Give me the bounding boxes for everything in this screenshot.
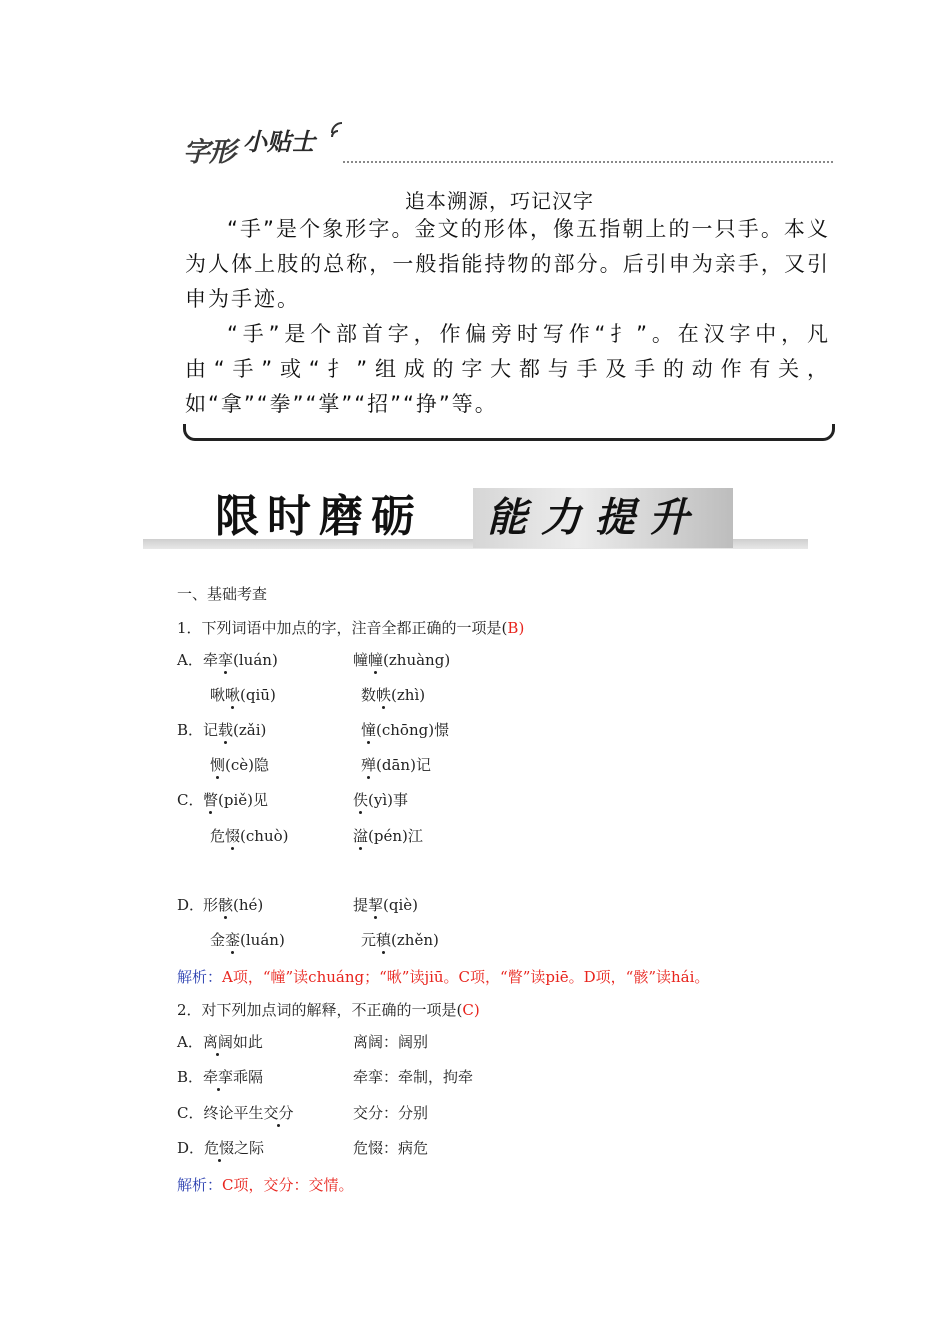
tip-heading-right: 小贴士: [243, 128, 315, 156]
q1-d-item-2: [353, 894, 418, 915]
dotted-char: 瞥: [203, 791, 219, 809]
tip-header: [183, 128, 833, 168]
q2-close-paren: ): [473, 1001, 480, 1019]
q1-close-paren: ): [518, 619, 525, 637]
word-part: 元: [361, 931, 377, 949]
q2-stem-text: 2．对下列加点词的解释，不正确的一项是(: [177, 1001, 463, 1019]
pinyin: (qiū): [240, 686, 276, 704]
word-part: 幢: [353, 651, 369, 669]
pinyin: (chuò): [240, 827, 289, 845]
q2-option-b: [177, 1066, 263, 1087]
q1-c-item-3: [210, 825, 289, 846]
pinyin: (qiè): [383, 896, 419, 914]
dotted-char: 惙: [225, 827, 241, 845]
section-title: 一、基础考查: [177, 585, 268, 603]
tip-heading-left: 字形: [183, 137, 235, 168]
option-label: B．: [177, 1068, 204, 1086]
q1-d-item-3: [210, 929, 285, 950]
q1-option-c-label: C．: [177, 791, 204, 809]
word-part: 憬: [434, 721, 450, 739]
q1-option-a-label: A．: [177, 651, 203, 669]
dotted-char: 殚: [361, 756, 377, 774]
tip-paragraph-1: “手”是个象形字。金文的形体，像五指朝上的一只手。本义为人体上肢的总称，一般指能持物的部分。后引申为亲手，又引申为手迹。: [185, 217, 830, 311]
dotted-char: 挈: [368, 896, 384, 914]
word-part: 见: [253, 791, 269, 809]
q1-c-item-4: [353, 825, 423, 846]
pinyin: (luán): [240, 931, 285, 949]
option-label: A．: [177, 1033, 203, 1051]
word-part: 隐: [254, 756, 270, 774]
tip-bottom-bracket: [183, 424, 835, 441]
pinyin: (pén): [368, 827, 408, 845]
q1-a-item-3: [210, 684, 276, 705]
option-label: C．: [177, 1104, 204, 1122]
analysis-text: C项，交分：交情。: [222, 1176, 354, 1194]
pinyin: (zhěn): [391, 931, 439, 949]
analysis-text: A项，“幢”读chuáng；“啾”读jiū。C项，“瞥”读piē。D项，“骸”读hái。: [222, 968, 710, 986]
pinyin: (zǎi): [233, 721, 267, 739]
pinyin: (chōng): [376, 721, 435, 739]
q1-b-item-4: [361, 754, 431, 775]
tip-dotted-line: [343, 161, 833, 163]
pinyin: (luán): [233, 651, 278, 669]
q1-stem: [177, 617, 524, 638]
dotted-word: 危惙: [204, 1139, 235, 1157]
dotted-char: 挛: [218, 651, 234, 669]
q2-stem: [177, 999, 480, 1020]
q2-option-d: [177, 1137, 264, 1158]
dotted-word: 交分: [263, 1104, 294, 1122]
word-part: 江: [407, 827, 423, 845]
dotted-char: 载: [218, 721, 234, 739]
word-part: 记: [203, 721, 219, 739]
word-part: 终论平生: [203, 1104, 264, 1122]
analysis-label: 解析：: [177, 1176, 223, 1194]
q1-analysis: [177, 966, 709, 987]
word-part: 事: [393, 791, 409, 809]
tip-body: [185, 212, 830, 422]
word-part: 啾: [210, 686, 226, 704]
q2-option-c-definition: 交分：分别: [353, 1104, 429, 1122]
dotted-char: 湓: [353, 827, 369, 845]
word-part: 提: [353, 896, 369, 914]
pinyin: (dān): [376, 756, 416, 774]
word-part: 金: [210, 931, 226, 949]
dotted-char: 稹: [376, 931, 392, 949]
dotted-char: 啾: [225, 686, 241, 704]
q1-option-b-label: B．: [177, 721, 204, 739]
q1-b-item-3: [210, 754, 269, 775]
q2-option-a: [177, 1031, 263, 1052]
q1-d-item-1: [203, 894, 263, 915]
tip-subtitle: 追本溯源，巧记汉字: [405, 189, 594, 213]
q2-option-a-definition: 离阔：阔别: [353, 1033, 429, 1051]
pinyin: (zhuàng): [383, 651, 451, 669]
pinyin: (yì): [368, 791, 393, 809]
q1-b-item-2: [361, 719, 449, 740]
word-part: 牵: [203, 651, 219, 669]
word-part: 形: [203, 896, 219, 914]
dotted-char: 憧: [361, 721, 377, 739]
q2-answer: C: [462, 1001, 474, 1019]
pinyin: (hé): [233, 896, 264, 914]
q1-a-item-2: [353, 649, 450, 670]
word-part: 危: [210, 827, 226, 845]
q1-a-item-1: [203, 649, 278, 670]
dotted-char: 佚: [353, 791, 369, 809]
q2-option-d-definition: 危惙：病危: [353, 1139, 429, 1157]
q2-option-c: [177, 1102, 294, 1123]
word-part: 之际: [234, 1139, 265, 1157]
dotted-word: 牵挛: [203, 1068, 234, 1086]
q1-d-item-4: [361, 929, 439, 950]
analysis-label: 解析：: [177, 968, 223, 986]
q1-option-d-label: D．: [177, 896, 205, 914]
dotted-char: 恻: [210, 756, 226, 774]
q1-a-item-4: [361, 684, 425, 705]
word-part: 记: [415, 756, 431, 774]
q1-c-item-2: [353, 789, 408, 810]
q2-analysis: [177, 1174, 354, 1195]
word-part: 如此: [232, 1033, 263, 1051]
q1-answer: B: [507, 619, 519, 637]
dotted-word: 离阔: [202, 1033, 233, 1051]
banner-title-left: 限时磨砺: [215, 491, 423, 542]
q1-b-item-1: [203, 719, 266, 740]
q2-option-b-definition: 牵挛：牵制，拘牵: [353, 1068, 474, 1086]
option-label: D．: [177, 1139, 205, 1157]
q1-stem-text: 1．下列词语中加点的字，注音全都正确的一项是(: [177, 619, 508, 637]
tip-paragraph-2: “手”是个部首字，作偏旁时写作“扌”。在汉字中，凡由“手”或“扌”组成的字大都与手及手的动作有关，如“拿”“拳”“掌”“招”“挣”等。: [185, 322, 830, 416]
pinyin: (cè): [225, 756, 254, 774]
signal-icon: [329, 120, 349, 140]
dotted-char: 骸: [218, 896, 234, 914]
banner-title-right: 能力提升: [473, 488, 733, 548]
dotted-char: 帙: [376, 686, 392, 704]
dotted-char: 幢: [368, 651, 384, 669]
q1-c-item-1: [203, 789, 268, 810]
pinyin: (zhì): [391, 686, 426, 704]
pinyin: (piě): [218, 791, 253, 809]
word-part: 乖隔: [233, 1068, 264, 1086]
word-part: 数: [361, 686, 377, 704]
dotted-char: 銮: [225, 931, 241, 949]
